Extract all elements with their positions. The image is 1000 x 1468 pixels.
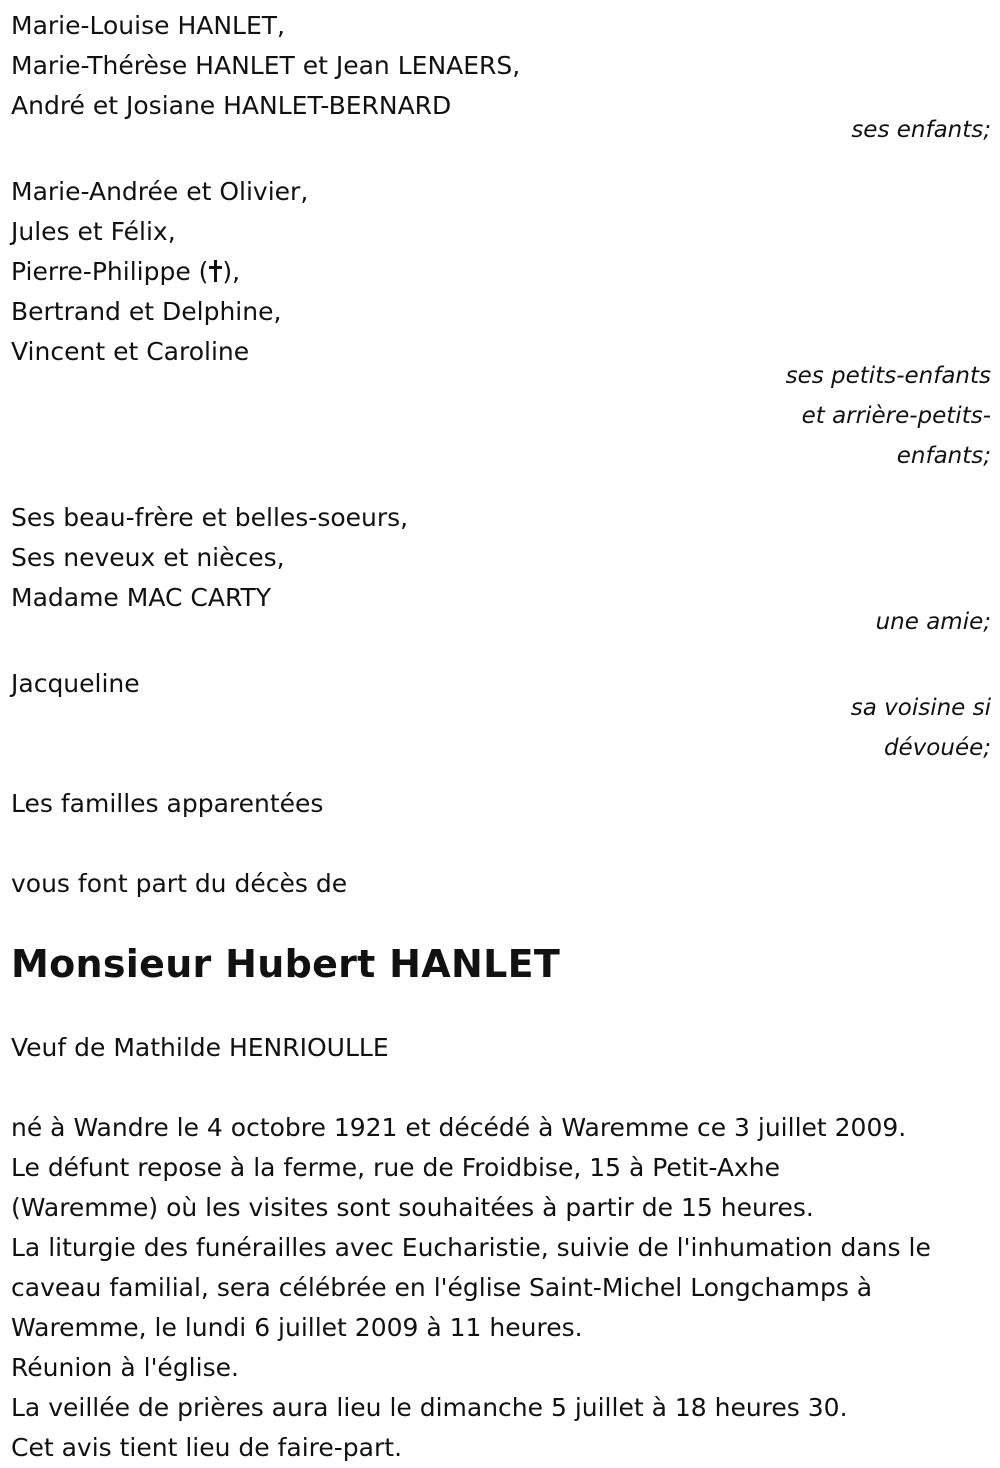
role-label: sa voisine si	[850, 695, 991, 721]
death-notice	[11, 6, 991, 1468]
cross-suffix: ),	[222, 257, 241, 286]
detail-line: né à Wandre le 4 octobre 1921 et décédé à Waremme ce 3 juillet 2009.	[11, 1113, 907, 1142]
role-label: ses enfants;	[851, 117, 991, 143]
role-label: dévouée;	[883, 735, 991, 761]
grandchild-line: Vincent et Caroline	[11, 337, 250, 366]
relative-line: Madame MAC CARTY	[11, 583, 272, 612]
grandchild-line: Bertrand et Delphine,	[11, 297, 282, 326]
grandchildren-role	[11, 356, 991, 476]
child-line: André et Josiane HANLET-BERNARD	[11, 91, 452, 120]
neighbour-block	[11, 664, 991, 768]
detail-line: La veillée de prières aura lieu le dimanche 5 juillet à 18 heures 30.	[11, 1393, 848, 1422]
grandchild-line: Marie-Andrée et Olivier,	[11, 177, 309, 206]
families-line: Les familles apparentées	[11, 789, 324, 818]
detail-line: Cet avis tient lieu de faire-part.	[11, 1433, 403, 1462]
cross-icon	[208, 259, 222, 283]
grandchild-line-deceased	[11, 252, 991, 292]
detail-line: Réunion à l'église.	[11, 1353, 239, 1382]
role-label: ses petits-enfants	[785, 363, 991, 389]
child-line: Marie-Louise HANLET,	[11, 11, 285, 40]
detail-line: (Waremme) où les visites sont souhaitées à partir de 15 heures.	[11, 1193, 814, 1222]
grandchild-name: Pierre-Philippe (	[11, 257, 209, 286]
detail-line: La liturgie des funérailles avec Eucharistie, suivie de l'inhumation dans le	[11, 1233, 931, 1262]
announcement-line: vous font part du décès de	[11, 869, 348, 898]
child-line: Marie-Thérèse HANLET et Jean LENAERS,	[11, 51, 521, 80]
neighbour-role	[11, 688, 991, 768]
deceased-name: Monsieur Hubert HANLET	[11, 942, 561, 986]
relative-line: Ses neveux et nièces,	[11, 543, 285, 572]
children-block	[11, 6, 991, 150]
neighbour-name: Jacqueline	[11, 669, 140, 698]
role-label: et arrière-petits-	[801, 403, 991, 429]
role-label: enfants;	[896, 443, 991, 469]
widower-line: Veuf de Mathilde HENRIOULLE	[11, 1033, 389, 1062]
role-label: une amie;	[875, 609, 991, 635]
detail-line: caveau familial, sera célébrée en l'église Saint-Michel Longchamps à	[11, 1273, 873, 1302]
relative-line: Ses beau-frère et belles-soeurs,	[11, 503, 409, 532]
grandchild-line: Jules et Félix,	[11, 217, 176, 246]
detail-line: Le défunt repose à la ferme, rue de Froidbise, 15 à Petit-Axhe	[11, 1153, 780, 1182]
grandchildren-block	[11, 172, 991, 476]
relatives-block	[11, 498, 991, 642]
details-block	[11, 1108, 991, 1468]
detail-line: Waremme, le lundi 6 juillet 2009 à 11 heures.	[11, 1313, 583, 1342]
